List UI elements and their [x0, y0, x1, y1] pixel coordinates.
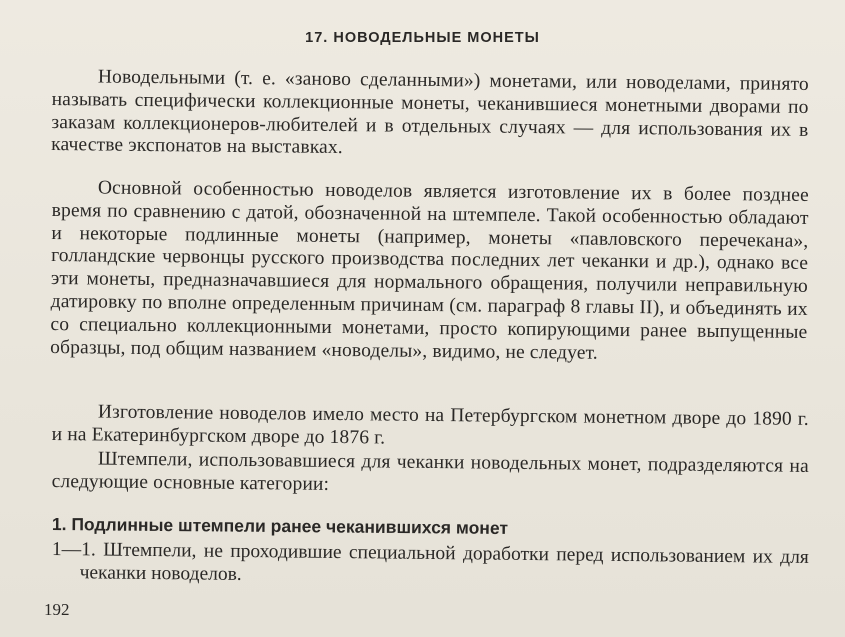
list-item: 1—1. Штемпели, не проходившие специальной доработки перед использованием их для чеканки новоделов.: [51, 538, 809, 585]
page-number: 192: [44, 600, 70, 619]
paragraph-1: Новодельными (т. е. «заново сделанными») монетами, или новоделами, принято называть специфически коллекционные монеты, чеканившиеся монетными дворами по заказам коллекционеров-любителей и в отдельных случаях — для использования их в качестве экспонатов на выставках.: [51, 66, 809, 159]
paragraph-3: Изготовление новоделов имело место на Петербургском монетном дворе до 1890 г. и на Екатеринбургском дворе до 1876 г.: [51, 401, 809, 449]
paragraph-4: Штемпели, использовавшиеся для чеканки новодельных монет, подразделяются на следующие основные категории:: [51, 448, 809, 495]
subheading: 1. Подлинные штемпели ранее чеканившихся монет: [51, 514, 509, 538]
paragraph-2: Основной особенностью новоделов является изготовление их в более позднее время по сравнению с датой, обозначенной на штемпеле. Такой особенностью обладают и некоторые подлинные монеты (например, монеты «павловского перечекана», голландские червонцы русского производства последних лет чеканки и др.), однако все эти монеты, предназначавшиеся для нормального обращения, получили неправильную датировку по вполне определенным причинам (см. параграф 8 главы II), и объединять их со специально коллекционными монетами, просто копирующими ранее выпущенные образцы, под общим названием «новоделы», видимо, не следует.: [50, 177, 809, 364]
section-heading: 17. НОВОДЕЛЬНЫЕ МОНЕТЫ: [305, 30, 540, 46]
